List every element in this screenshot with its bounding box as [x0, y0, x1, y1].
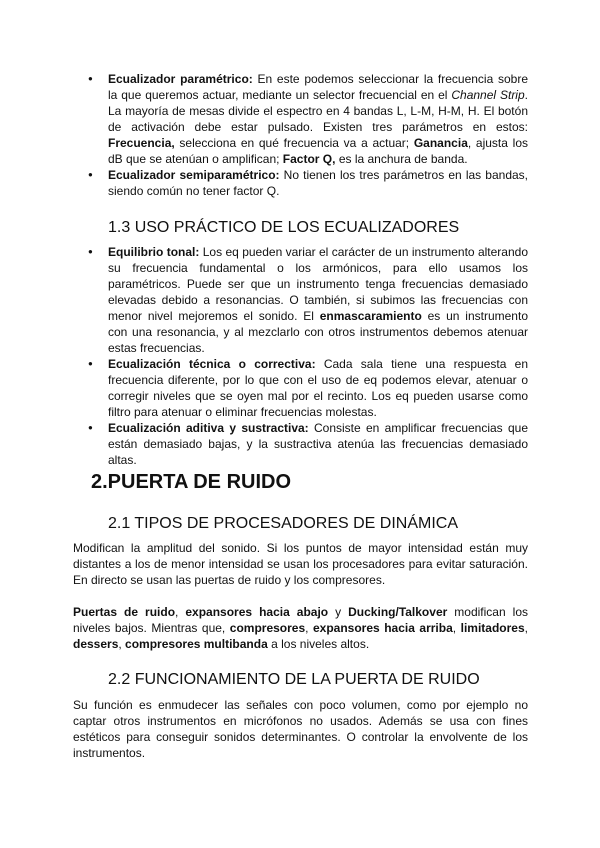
- paragraph-processor-types: Puertas de ruido, expansores hacia abajo y Ducking/Talkover modifican los niveles bajos. Mientras que, compresores, expansores hacia arriba, limitadores, dessers, compresores multibanda a los niveles altos.: [73, 605, 528, 651]
- section-heading-2-1: 2.1 TIPOS DE PROCESADORES DE DINÁMICA: [108, 515, 459, 532]
- list-item: ● Ecualizador semiparamétrico: No tienen los tres parámetros en las bandas, siendo común no tener factor Q.: [108, 167, 528, 199]
- list-item: ● Ecualizador paramétrico: En este podemos seleccionar la frecuencia sobre la que queremos actuar, mediante un selector frecuencial en el Channel Strip. La mayoría de mesas divide el espectro en 4 bandas L, L-M, H-M, H. El botón de activación debe estar pulsado. Existen tres parámetros en estos: Frecuencia, selecciona en qué frecuencia va a actuar; Ganancia, ajusta los dB que se atenúan o amplifican; Factor Q, es la anchura de banda.: [108, 71, 528, 167]
- list-item: ● Equilibrio tonal: Los eq pueden variar el carácter de un instrumento alterando su frecuencia fundamental o los armónicos, para ello usamos los paramétricos. Puede ser que un instrumento tenga frecuencias demasiado elevadas debido a resonancias. O también, si subimos las frecuencias con menor nivel mejoremos el sonido. El enmascaramiento es un instrumento con una resonancia, y al mezclarlo con otros instrumentos debemos atenuar estas frecuencias.: [108, 244, 528, 356]
- list-item: ● Ecualización aditiva y sustractiva: Consiste en amplificar frecuencias que están demasiado bajas, y la sustractiva atenúa las frecuencias demasiado altas.: [108, 420, 528, 468]
- chapter-heading-2: 2.PUERTA DE RUIDO: [91, 471, 292, 493]
- paragraph-noise-gate: Su función es enmudecer las señales con poco volumen, como por ejemplo no captar otros instrumentos en micrófonos no usados. Además se usa con fines estéticos para conseguir sonidos determinantes. O controlar la envolvente de los instrumentos.: [73, 698, 528, 760]
- section-heading-2-2: 2.2 FUNCIONAMIENTO DE LA PUERTA DE RUIDO: [108, 671, 480, 688]
- paragraph-dynamics: Modifican la amplitud del sonido. Si los puntos de mayor intensidad están muy distantes a los de menor intensidad se usan los procesadores para evitar saturación. En directo se usan las puertas de ruido y los compresores.: [73, 541, 528, 587]
- section-heading-1-3: 1.3 USO PRÁCTICO DE LOS ECUALIZADORES: [108, 219, 460, 236]
- list-item: ● Ecualización técnica o correctiva: Cada sala tiene una respuesta en frecuencia diferente, por lo que con el uso de eq podemos elevar, atenuar o corregir niveles que se oyen mal por el recinto. Los eq pueden usarse como filtro para atenuar o eliminar frecuencias molestas.: [108, 356, 528, 420]
